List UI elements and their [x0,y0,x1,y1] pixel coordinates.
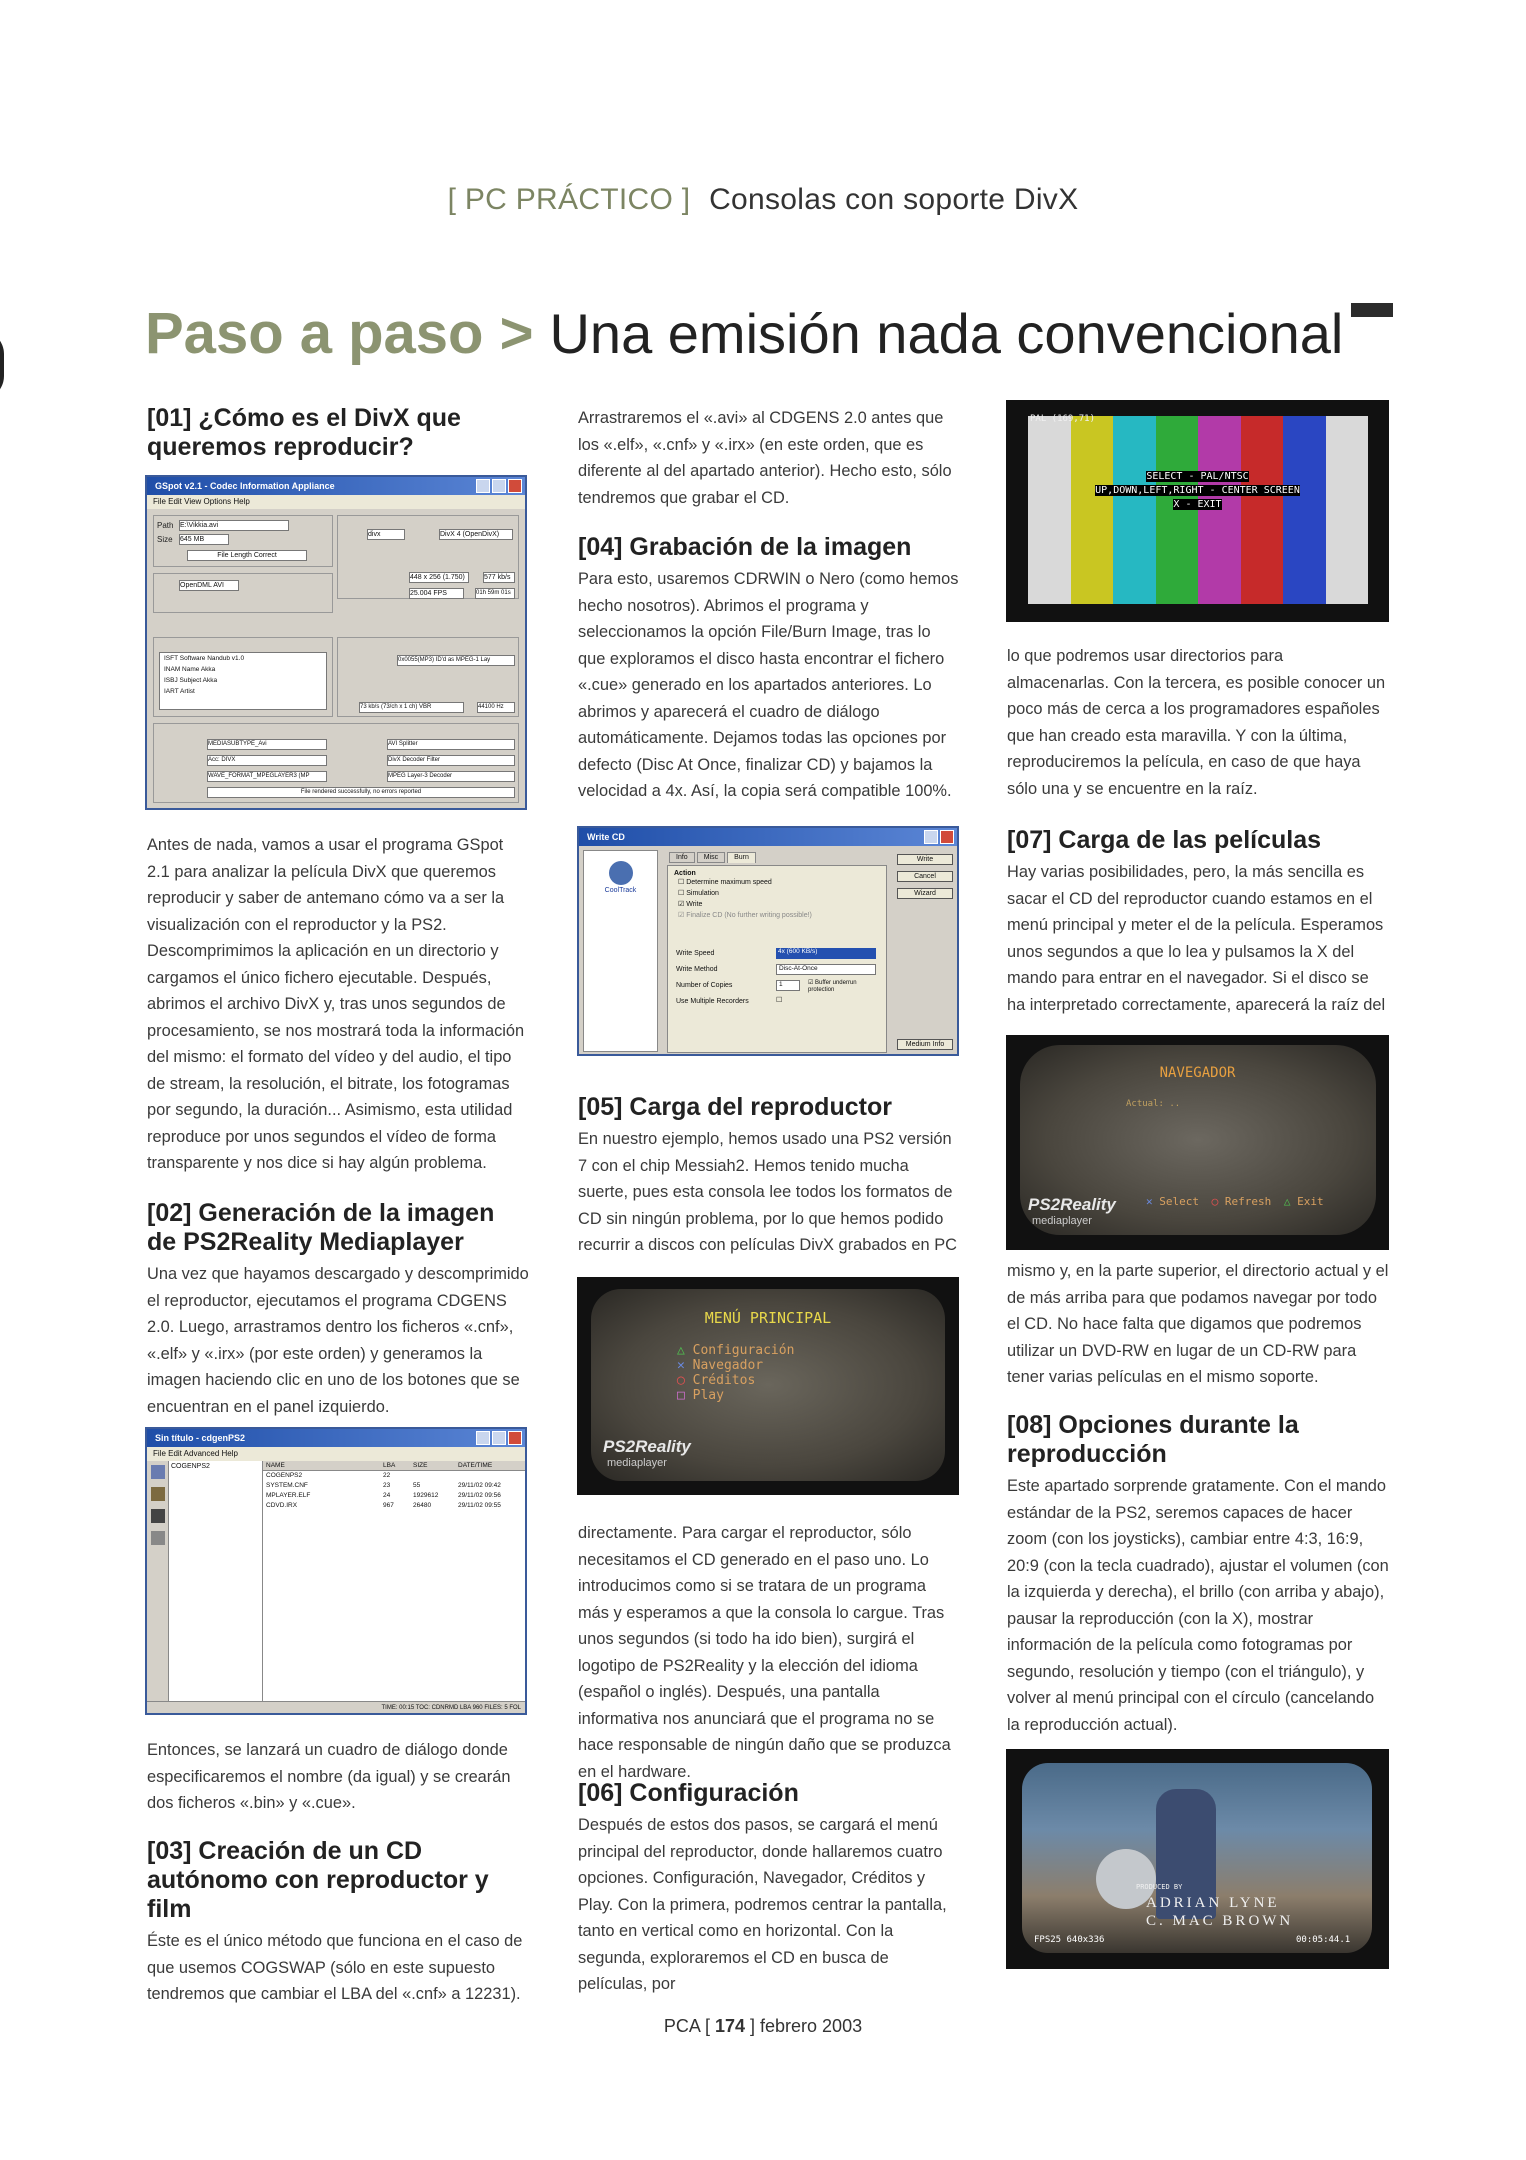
ps2reality-logo: PS2Reality [603,1437,691,1456]
close-icon [508,479,522,493]
tab-burn: Burn [727,852,756,863]
option-simulation: Simulation [686,890,719,897]
step-04-text: Para esto, usaremos CDRWIN o Nero (como hemos hecho nosotros). Abrimos el programa y seleccionamos la opción File/Burn Image, tras lo que exploramos el disco hasta encontrar el fichero «.cue» generado en los apartados anteriores. Lo abrimos y aparecerá el cuadro de diálogo automáticamente. Dejamos todas las opciones por defecto (Disc At Once, finalizar CD) y bajamos la velocidad a 4x. Así, la copia será compatible 100%. [578,570,959,800]
metadata-row: INAM Name Akka [164,666,216,673]
step-06-text-2: lo que podremos usar directorios para almacenarlas. Con la tercera, es posible conocer un poco más de cerca a los programadores españoles que han creado esta maravilla. Y con la última, reproduciremos la película, en caso de que haya sólo una y se encuentre en la raíz. [1007,647,1386,798]
step-05-cont [578,1520,960,1785]
stream-group [153,573,333,613]
page-footer: PCA [ 174 ] febrero 2003 [663,2016,863,2036]
menu-item-navegador: Navegador [692,1358,764,1373]
cell: 29/11/02 09:56 [458,1492,501,1499]
writecd-title: Write CD [587,832,625,842]
aspect-field: 448 x 256 (1.750) [409,572,469,583]
cd-icon [151,1487,165,1501]
step-08 [1007,1411,1389,1738]
cell: MPLAYER.ELF [266,1492,311,1499]
method-label: Write Method [676,966,718,973]
minimize-icon [476,479,490,493]
page-number: 174 [714,2016,745,2036]
cell: 22 [383,1472,391,1479]
recorder-name: CoolTrack [604,887,637,894]
duration-field: 01h 59m 01s [475,588,515,599]
circle-icon: ◯ [677,1373,685,1388]
step-02-text-2: Entonces, se lanzará un cuadro de diálogo donde especificaremos el nombre (da igual) y se crearán dos ficheros «.bin» y «.cue». [147,1741,511,1812]
cdgen-file-list [262,1461,525,1701]
video-mode-field: Acc: DIVX [207,755,327,766]
step-02-cont [147,1737,529,1817]
fourcc-field: divx [367,529,405,540]
metadata-row: ISFT Software Nandub v1.0 [164,655,245,662]
step-06-cont [1007,643,1389,802]
cell [458,1471,518,1481]
ps2reality-logo: PS2Reality [1028,1195,1116,1214]
multi-label: Use Multiple Recorders [676,998,749,1005]
cross-icon: ✕ [1146,1195,1153,1208]
maximize-icon [492,479,506,493]
cancel-button: Cancel [897,871,953,882]
mediaplayer-logo: mediaplayer [607,1457,667,1469]
col-date: DATE/TIME [458,1462,493,1469]
step-04-heading: [04] Grabación de la imagen [578,533,912,561]
edge-tab-decoration [0,330,4,400]
size-label: Size [157,535,173,544]
cdgen-screenshot [145,1427,527,1715]
wizard-button: Wizard [897,888,953,899]
cell: 26480 [413,1502,432,1509]
cdgen-toolbar [147,1461,169,1701]
navegador-title: NAVEGADOR [1159,1065,1236,1081]
bitrate-field: 577 kb/s [483,572,515,583]
maximize-icon [492,1431,506,1445]
cell: 55 [413,1482,421,1489]
folder-icon [151,1465,165,1479]
step-05-text-2: directamente. Para cargar el reproductor, sólo necesitamos el CD generado en el paso uno. Lo introducimos como si se tratara de un programa más y esperamos a que la consola lo cargue. Tras unos segundos (si todo ha ido bien), surgirá el logotipo de PS2Reality y la elección del idioma (español o inglés). Después, una pantalla informativa nos anunciará que el programa no se hace responsable de ningún daño que se produzca en el hardware. [578,1524,951,1781]
article-title [145,301,1351,366]
step-03-text: Éste es el único método que funciona en el caso de que usemos COGSWAP (sólo en este supuesto tendremos que cambiar el LBA del «.cnf» a 12231). [147,1932,523,2003]
gspot-titlebar [147,477,525,495]
tab-misc: Misc [697,852,725,863]
menu-item-configuracion: Configuración [692,1343,795,1358]
mediaplayer-logo: mediaplayer [1032,1215,1092,1227]
help-icon [924,830,938,844]
step-08-heading: [08] Opciones durante la reproducción [1007,1411,1299,1468]
cell: 1929612 [413,1492,439,1499]
step-05 [578,1093,960,1259]
pal-readout: PAL (169,71) [1030,414,1096,424]
time-readout: 00:05:44.1 [1296,1935,1351,1945]
cell: 24 [383,1492,391,1499]
navegador-path: Actual: .. [1126,1099,1181,1109]
tv-colorbars-photo [1006,400,1389,622]
step-07-text-2: mismo y, en la parte superior, el directorio actual y el de más arriba para que podamos navegar por todo el CD. No hace falta que digamos que podremos utilizar un DVD-RW en lugar de un CD-RW para tener varias películas en el mismo soporte. [1007,1262,1389,1386]
step-07-text: Hay varias posibilidades, pero, la más sencilla es sacar el CD del reproductor cuando estamos en el menú principal y meter el de la película. Esperamos unos segundos a que lo lea y pulsamos la X del mando para entrar en el navegador. Si el disco se ha interpretado correctamente, aparecerá la raíz del [1007,863,1386,1014]
col-lba: LBA [383,1462,396,1469]
title-lead: Paso a paso > [145,301,543,366]
writecd-titlebar [579,828,957,846]
exit-label: Exit [1297,1195,1324,1208]
title-main: Una emisión nada convencional [543,302,1351,365]
menu-item-creditos: Créditos [692,1373,756,1388]
step-03-text-2: Arrastraremos el «.avi» al CDGENS 2.0 antes que los «.elf», «.cnf» y «.irx» (en este orden, que es diferente al del apartado anterior). Hecho esto, sólo tendremos que grabar el CD. [578,409,952,507]
writecd-screenshot [577,826,959,1056]
triangle-icon: △ [677,1343,685,1358]
fps-readout: FPS25 640x336 [1034,1935,1105,1945]
framerate-field: 25.004 FPS [409,588,464,599]
step-07-heading: [07] Carga de las películas [1007,826,1322,854]
source-field: MEDIASUBTYPE_Avi [207,739,327,750]
step-07 [1007,826,1389,1018]
buffer-option: ☑ Buffer underrun protection [808,980,857,993]
section-label: [ PC PRÁCTICO ] [447,183,691,216]
table-row [263,1481,525,1491]
footer-date: febrero 2003 [760,2016,863,2036]
close-icon [508,1431,522,1445]
metadata-row: IART Artist [164,688,195,695]
writecd-tabs [669,852,756,863]
medium-info-button: Medium Info [897,1039,953,1050]
write-button: Write [897,854,953,865]
minimize-icon [476,1431,490,1445]
cd-recorder-icon [609,861,633,885]
step-01-body [147,832,529,1177]
page-header [0,183,1526,217]
step-01-text: Antes de nada, vamos a usar el programa GSpot 2.1 para analizar la película DivX que queremos reproducir y saber de antemano cómo va a ser la visualización con el reproductor y la PS2. Descomprimimos la aplicación en un directorio y cargamos el único fichero ejecutable. Después, abrimos el archivo DivX y, tras unos segundos de procesamiento, se nos mostrará toda la información del mismo: el formato del vídeo y del audio, el tipo de stream, la resolución, el bitrate, los fotogramas por segundo, la duración... Asimismo, esta utilidad reproduce por unos segundos el vídeo de forma transparente y nos dice si hay algún problema. [147,836,525,1172]
speed-label: Write Speed [676,950,715,957]
cell: 29/11/02 09:55 [458,1502,501,1509]
cdgen-titlebar [147,1429,525,1447]
codec-name-field: DivX 4 (OpenDivX) [439,529,513,540]
metadata-row: ISBJ Subject Akka [164,677,218,684]
fs-field: 44100 Hz [477,702,515,713]
build-icon [151,1531,165,1545]
tv-menu-title: MENÚ PRINCIPAL [704,1309,832,1327]
tv-menu-photo [577,1277,959,1495]
step-02-heading: [02] Generación de la imagen de PS2Reality Mediaplayer [147,1199,495,1256]
step-08-text: Este apartado sorprende gratamente. Con el mando estándar de la PS2, seremos capaces de hacer zoom (con los joysticks), cambiar entre 4:3, 16:9, 20:9 (con la tecla cuadrado), ajustar el volumen (con la izquierda y derecha), el brillo (con arriba y abajo), pausar la reproducción (con la X), mostrar información de la película como fotogramas por segundo, resolución y tiempo (con el triángulo), y volver al menú principal con el círculo (cancelando la reproducción actual). [1007,1477,1389,1734]
audio-bitrate-field: 73 kb/s (73/ch x 1 ch) VBR [359,702,464,713]
disk-icon [151,1509,165,1523]
step-06 [578,1779,960,1998]
section-subtitle: Consolas con soporte DivX [709,183,1079,216]
gspot-screenshot [145,475,527,810]
step-01-heading: [01] ¿Cómo es el DivX que queremos reproducir? [147,404,461,461]
gspot-title: GSpot v2.1 - Codec Information Appliance [155,481,335,491]
option-finalize: Finalize CD (No further writing possible!) [686,912,812,919]
gspot-menu: File Edit View Options Help [147,495,525,509]
cell: COGENPS2 [266,1472,303,1479]
metadata-list [159,652,327,710]
step-03-heading: [03] Creación de un CD autónomo con reproductor y film [147,1837,489,1923]
footer-magazine: PCA [663,2016,700,2036]
tree-root: COGENPS2 [171,1463,210,1470]
menu-item-play: Play [692,1388,724,1403]
step-02-text: Una vez que hayamos descargado y descomprimido el reproductor, ejecutamos el programa CDGENS 2.0. Luego, arrastramos dentro los ficheros «.cnf», «.elf» y «.irx» (por este orden) y generamos la imagen haciendo clic en uno de los botones que se encuentran en el panel izquierdo. [147,1265,529,1416]
type-field: OpenDML AVI [179,580,239,591]
action-options: ☐ Determine maximum speed ☐ Simulation ☑ Write ☑ Finalize CD (No further writing possible!) [678,879,812,919]
writecd-buttons [897,854,953,899]
instruction-select: SELECT - PAL/NTSC [1146,471,1249,482]
cell: 23 [383,1482,391,1489]
tab-info: Info [669,852,695,863]
action-label: Action [674,870,696,877]
credit-name-2: C. MAC BROWN [1146,1913,1294,1929]
table-row [263,1501,525,1511]
step-07-cont [1007,1258,1389,1391]
video-format-group [337,515,519,599]
tv-menu-items [677,1343,794,1403]
step-06-text: Después de estos dos pasos, se cargará el menú principal del reproductor, donde hallaremos cuatro opciones. Configuración, Navegador, Créditos y Play. Con la primera, podremos centrar la pantalla, tanto en vertical como en horizontal. Con la segunda, exploraremos el CD en busca de películas, por [578,1816,947,1993]
col-size: SIZE [413,1462,428,1469]
cell: SYSTEM.CNF [266,1482,308,1489]
speed-select: 4x (600 KB/s) [776,948,876,959]
option-write: Write [686,901,703,908]
step-02 [147,1199,529,1420]
render-status-field: File rendered successfully, no errors reported [207,787,515,798]
table-row [263,1471,525,1481]
square-icon: □ [677,1388,685,1403]
step-05-text: En nuestro ejemplo, hemos usado una PS2 versión 7 con el chip Messiah2. Hemos tenido mucha suerte, pues esta consola lee todos los formatos de CD sin ningún problema, por lo que hemos podido recurrir a discos con películas DivX grabados en PC [578,1130,957,1254]
cell: CDVD.IRX [266,1502,298,1509]
cdgen-statusbar: TIME: 00:15 TOC: CDNRMD LBA 960 FILES: 5 FOL [147,1701,525,1713]
instruction-exit: X - EXIT [1173,499,1222,510]
option-max-speed: Determine maximum speed [686,879,772,886]
col-name: NAME [266,1462,285,1469]
step-01-heading-block [147,404,529,466]
circle-icon: ◯ [1211,1195,1219,1208]
table-row [263,1491,525,1501]
cdgen-menu: File Edit Advanced Help [147,1447,525,1461]
credit-name-1: ADRIAN LYNE [1146,1895,1280,1911]
burn-panel [667,865,887,1053]
file-status-field: File Length Correct [187,550,307,561]
tv-navegador-photo [1006,1035,1389,1250]
splitter-field: AVI Splitter [387,739,515,750]
video-codec-field: DivX Decoder Filter [387,755,515,766]
refresh-label: Refresh [1224,1195,1272,1208]
method-select: Disc-At-Once [776,964,876,975]
audio-mode-field: WAVE_FORMAT_MPEGLAYER3 (MP [207,771,327,782]
copies-field: 1 [776,980,800,991]
step-04 [578,533,960,805]
tv-bars-instructions [1006,470,1389,512]
cdgen-tree [171,1463,261,1470]
cross-icon: ✕ [677,1358,685,1373]
tv-movie-photo [1006,1749,1389,1969]
select-label: Select [1159,1195,1199,1208]
copies-label: Number of Copies [676,982,733,989]
step-05-heading: [05] Carga del reproductor [578,1093,892,1121]
cell: 29/11/02 09:42 [458,1482,501,1489]
path-label: Path [157,521,174,530]
multi-checkbox: ☐ [776,997,783,1004]
step-03-cont [578,405,960,511]
credit-produced-by: PRODUCED BY [1136,1883,1183,1891]
audio-codec-field: MPEG Layer-3 Decoder [387,771,515,782]
path-field: E:\Vikkia.avi [179,520,289,531]
buffer-label: Buffer underrun protection [808,980,857,993]
close-icon [940,830,954,844]
size-field: 645 MB [179,534,229,545]
cell [413,1471,458,1481]
file-list-header [263,1461,525,1471]
instruction-center: UP,DOWN,LEFT,RIGHT - CENTER SCREEN [1095,485,1300,496]
audio-name-field: 0x0055(MP3) ID'd as MPEG-1 Lay [397,655,515,666]
step-03 [147,1837,529,2008]
step-06-heading: [06] Configuración [578,1779,799,1807]
cell: 967 [383,1502,394,1509]
cdgen-title: Sin título - cdgenPS2 [155,1433,246,1443]
recorder-list [583,850,658,1052]
triangle-icon: △ [1283,1195,1291,1208]
navegador-controls [1146,1195,1324,1208]
